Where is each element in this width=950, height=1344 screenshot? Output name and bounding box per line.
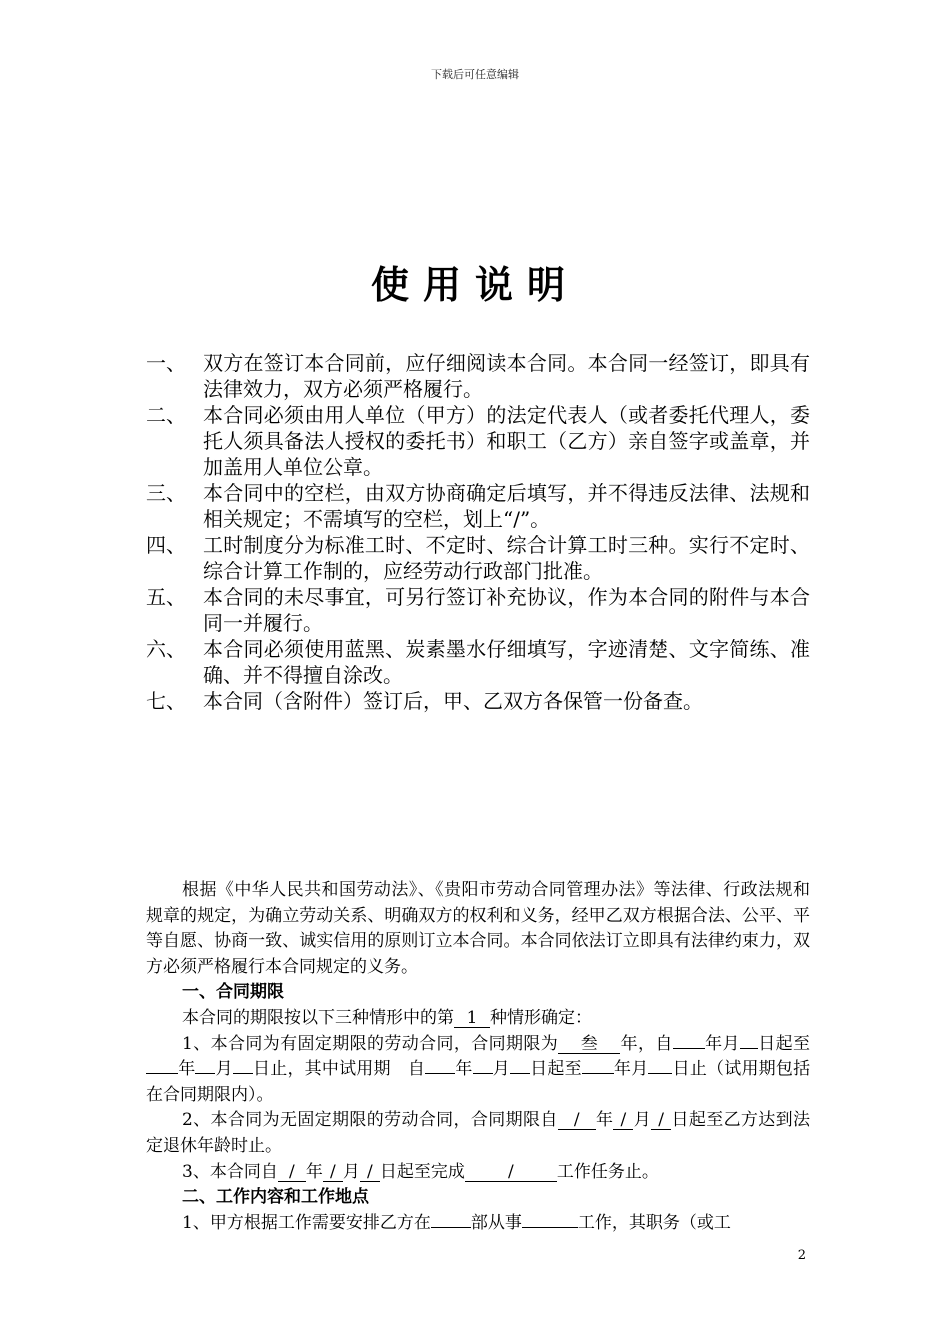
job-field[interactable] xyxy=(522,1227,578,1228)
clause-text: 月 xyxy=(492,1059,510,1080)
task-month-field[interactable]: / xyxy=(323,1163,343,1182)
intro-paragraph: 根据《中华人民共和国劳动法》、《贵阳市劳动合同管理办法》等法律、行政法规和规章的规定，为确立劳动关系、明确双方的权利和义务，经甲乙双方根据合法、公平、平等自愿、协商一致、诚实信用的原则订立本合同。本合同依法订立即具有法律约束力，双方必须严格履行本合同规定的义务。 xyxy=(146,880,810,977)
instruction-text: 双方在签订本合同前，应仔细阅读本合同。本合同一经签订，即具有法律效力，双方必须严格履行。 xyxy=(203,351,810,401)
clause-text: 月 xyxy=(215,1059,233,1080)
instruction-number: 三、 xyxy=(146,481,186,505)
instructions-list xyxy=(146,350,810,714)
instruction-item xyxy=(146,350,810,402)
clause-text: 日起至完成 xyxy=(379,1161,465,1182)
probation-start-month-field[interactable] xyxy=(473,1073,493,1074)
instruction-item xyxy=(146,688,810,714)
probation-start-year-field[interactable] xyxy=(425,1073,455,1074)
end-month-field[interactable] xyxy=(195,1073,215,1074)
clause-text: 年 xyxy=(613,1059,632,1080)
clause-text: 1、本合同为有固定期限的劳动合同，合同期限为 xyxy=(182,1033,559,1054)
open-year-field[interactable]: / xyxy=(558,1111,596,1130)
probation-end-year-field[interactable] xyxy=(582,1073,614,1074)
probation-end-day-field[interactable] xyxy=(648,1073,672,1074)
clause-text: 1、甲方根据工作需要安排乙方在 xyxy=(182,1212,431,1233)
clause-work-content xyxy=(146,1211,810,1237)
term-choice-field[interactable]: 1 xyxy=(454,1009,490,1028)
clause-open-term xyxy=(146,1108,810,1159)
start-day-field[interactable] xyxy=(740,1048,758,1049)
years-field[interactable]: 叁 xyxy=(558,1035,620,1054)
instruction-item xyxy=(146,636,810,688)
clause-task-term xyxy=(146,1160,810,1186)
start-year-field[interactable] xyxy=(673,1048,705,1049)
instruction-text: 本合同必须由用人单位（甲方）的法定代表人（或者委托代理人，委托人须具备法人授权的委托书）和职工（乙方）亲自签字或盖章，并加盖用人单位公章。 xyxy=(203,403,810,479)
section-heading-term: 一、合同期限 xyxy=(182,982,284,1003)
instruction-number: 六、 xyxy=(146,637,186,661)
department-field[interactable] xyxy=(431,1227,471,1228)
clause-text: 3、本合同自 xyxy=(182,1161,278,1182)
clause-text: 日起至 xyxy=(757,1033,811,1054)
contract-body xyxy=(146,878,810,1236)
instruction-text: 本合同的未尽事宜，可另行签订补充协议，作为本合同的附件与本合同一并履行。 xyxy=(203,585,810,635)
instruction-number: 四、 xyxy=(146,533,186,557)
end-day-field[interactable] xyxy=(233,1073,253,1074)
term-text: 种情形确定： xyxy=(490,1007,592,1028)
open-month-field[interactable]: / xyxy=(613,1111,633,1130)
instruction-number: 一、 xyxy=(146,351,186,375)
term-text: 本合同的期限按以下三种情形中的第 xyxy=(182,1007,454,1028)
clause-text: 日止，其中试用期 自 xyxy=(252,1059,426,1080)
probation-start-day-field[interactable] xyxy=(510,1073,530,1074)
instruction-text: 本合同（含附件）签订后，甲、乙双方各保管一份备查。 xyxy=(203,689,703,713)
task-day-field[interactable]: / xyxy=(360,1163,380,1182)
end-year-field[interactable] xyxy=(146,1073,178,1074)
instruction-text: 工时制度分为标准工时、不定时、综合计算工时三种。实行不定时、综合计算工作制的，应经劳动行政部门批准。 xyxy=(203,533,810,583)
task-name-field[interactable]: / xyxy=(465,1163,557,1182)
clause-text: 月 xyxy=(633,1110,652,1131)
clause-text: 年 xyxy=(178,1059,196,1080)
clause-text: 工作任务止。 xyxy=(556,1161,659,1182)
clause-text: 年 xyxy=(704,1033,723,1054)
page-number: 2 xyxy=(797,1248,806,1263)
clause-fixed-term xyxy=(146,1032,810,1109)
clause-text: 年 xyxy=(305,1161,323,1182)
clause-text: 年 xyxy=(595,1110,614,1131)
instruction-item xyxy=(146,480,810,532)
clause-text: 工作，其职务（或工 xyxy=(577,1212,731,1233)
clause-text: 月 xyxy=(631,1059,649,1080)
clause-text: 日起至乙方达到法定退休年龄时止。 xyxy=(146,1110,811,1156)
clause-text: 部从事 xyxy=(470,1212,522,1233)
instruction-text: 本合同必须使用蓝黑、炭素墨水仔细填写，字迹清楚、文字简练、准确、并不得擅自涂改。 xyxy=(203,637,810,687)
clause-text: 2、本合同为无固定期限的劳动合同，合同期限自 xyxy=(182,1110,558,1131)
term-selection-line xyxy=(146,1006,810,1032)
section-heading-work: 二、工作内容和工作地点 xyxy=(182,1187,369,1208)
instruction-text: 本合同中的空栏，由双方协商确定后填写，并不得违反法律、法规和相关规定；不需填写的空栏，划上“/”。 xyxy=(203,481,810,531)
clause-text: 月 xyxy=(342,1161,360,1182)
clause-text: 年，自 xyxy=(620,1033,673,1054)
clause-text: 月 xyxy=(722,1033,740,1054)
open-day-field[interactable]: / xyxy=(651,1111,671,1130)
instruction-number: 二、 xyxy=(146,403,186,427)
instruction-item xyxy=(146,584,810,636)
instruction-number: 五、 xyxy=(146,585,186,609)
clause-text: 年 xyxy=(455,1059,473,1080)
instruction-item xyxy=(146,402,810,480)
instruction-number: 七、 xyxy=(146,689,186,713)
instruction-item xyxy=(146,532,810,584)
page-header: 下载后可任意编辑 xyxy=(431,68,519,81)
clause-text: 日起至 xyxy=(529,1059,582,1080)
clause-text: 日止（试用期包括在合同期限内）。 xyxy=(146,1059,811,1105)
task-year-field[interactable]: / xyxy=(278,1163,306,1182)
page-title: 使用说明 xyxy=(370,263,579,307)
